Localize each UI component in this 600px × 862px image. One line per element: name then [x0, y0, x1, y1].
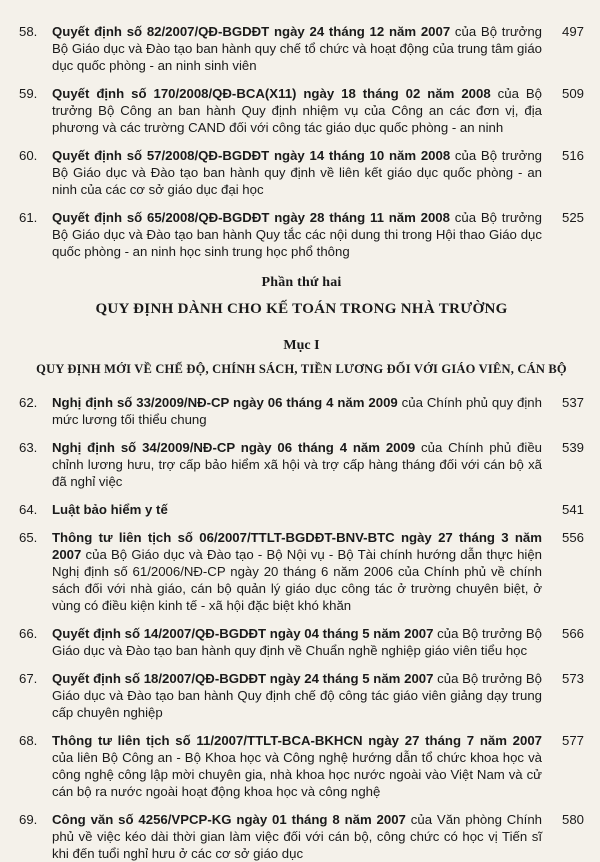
entry-number: 60. — [19, 148, 38, 163]
toc-entry — [19, 394, 584, 428]
entry-description: của Bộ trưởng Bộ Giáo dục và Đào tạo ban hành Quy tắc các nội dung thi trong Hội thao Giáo dục quốc phòng - an ninh học sinh trung học phổ thông — [52, 210, 542, 259]
entry-title: Luật bảo hiểm y tế — [52, 502, 168, 517]
section-heading: QUY ĐỊNH MỚI VỀ CHẾ ĐỘ, CHÍNH SÁCH, TIỀN LƯƠNG ĐỐI VỚI GIÁO VIÊN, CÁN BỘ — [36, 362, 567, 376]
entry-number: 59. — [19, 86, 38, 101]
toc-entry — [19, 23, 584, 74]
entry-text — [52, 501, 552, 518]
entry-number: 58. — [19, 24, 38, 39]
toc-entry — [19, 147, 584, 198]
entry-number: 69. — [19, 812, 38, 827]
entry-number: 67. — [19, 671, 38, 686]
entry-text — [52, 209, 552, 260]
toc-entry — [19, 529, 584, 614]
entry-text — [52, 625, 552, 659]
entry-number: 61. — [19, 210, 38, 225]
entry-description: của liên Bộ Công an - Bộ Khoa học và Công nghệ hướng dẫn tổ chức khoa học và công nghệ công lập mời chuyên gia, nhà khoa học nước ngoài vào Việt Nam và cử cán bộ ra nước ngoài hoạt động khoa học và công nghệ — [52, 750, 542, 799]
entry-page: 541 — [561, 502, 584, 517]
entry-description: của Chính phủ quy định mức lương tối thiểu chung — [52, 395, 542, 427]
entry-description: của Bộ trưởng Bộ Giáo dục và Đào tạo ban hành quy chế tổ chức và hoạt động của trung tâm giáo dục quốc phòng - an ninh sinh viên — [52, 24, 543, 73]
entry-page: 516 — [561, 148, 584, 163]
toc-entry — [19, 85, 584, 136]
entry-title: Quyết định số 170/2008/QĐ-BCA(X11) ngày 18 tháng 02 năm 2008 — [52, 86, 491, 101]
toc-entry — [19, 439, 584, 490]
entry-page: 537 — [561, 395, 584, 410]
entry-title: Quyết định số 14/2007/QĐ-BGDĐT ngày 04 tháng 5 năm 2007 — [52, 626, 434, 641]
entry-description: của Bộ trưởng Bộ Giáo dục và Đào tạo ban hành quy định về Chuẩn nghề nghiệp giáo viên tiểu học — [52, 626, 542, 658]
entry-title: Nghị định số 33/2009/NĐ-CP ngày 06 tháng 4 năm 2009 — [52, 395, 398, 410]
toc-entries-top — [19, 23, 584, 260]
entry-page: 497 — [561, 24, 584, 39]
entry-text — [52, 23, 552, 74]
entry-title: Thông tư liên tịch số 11/2007/TTLT-BCA-BKHCN ngày 27 tháng 7 năm 2007 — [52, 733, 542, 748]
toc-entry — [19, 670, 584, 721]
entry-description: của Bộ trưởng Bộ Công an ban hành Quy định nhiệm vụ của Công an các đơn vị, địa phương và các trường CAND đối với công tác giáo dục quốc phòng - an ninh — [52, 86, 542, 135]
toc-entry — [19, 811, 584, 862]
entry-title: Quyết định số 82/2007/QĐ-BGDĐT ngày 24 tháng 12 năm 2007 — [52, 24, 451, 39]
entry-text — [52, 811, 552, 862]
entry-text — [52, 670, 552, 721]
entry-title: Quyết định số 18/2007/QĐ-BGDĐT ngày 24 tháng 5 năm 2007 — [52, 671, 434, 686]
entry-page: 525 — [561, 210, 584, 225]
entry-number: 64. — [19, 502, 38, 517]
entry-text — [52, 439, 552, 490]
toc-entry — [19, 625, 584, 659]
entry-title: Nghị định số 34/2009/NĐ-CP ngày 06 tháng 4 năm 2009 — [52, 440, 416, 455]
entry-description: của Bộ trưởng Bộ Giáo dục và Đào tạo ban hành quy định về liên kết giáo dục quốc phòng - an ninh của các cơ sở giáo dục đại học — [52, 148, 543, 197]
entry-page: 580 — [561, 812, 584, 827]
section-title: Mục I — [283, 338, 320, 353]
entry-title: Quyết định số 57/2008/QĐ-BGDĐT ngày 14 tháng 10 năm 2008 — [52, 148, 451, 163]
entry-number: 62. — [19, 395, 38, 410]
entry-number: 68. — [19, 733, 38, 748]
entry-number: 65. — [19, 530, 38, 545]
entry-title: Thông tư liên tịch số 06/2007/TTLT-BGDĐT-BNV-BTC ngày 27 tháng 3 năm 2007 — [52, 530, 542, 562]
entry-page: 539 — [561, 440, 584, 455]
toc-entry — [19, 209, 584, 260]
entry-page: 509 — [561, 86, 584, 101]
part-title: Phần thứ hai — [261, 275, 342, 290]
entry-description: của Chính phủ điều chỉnh lương hưu, trợ cấp bảo hiểm xã hội và trợ cấp hàng tháng đối với cán bộ xã đã nghỉ việc — [52, 440, 542, 489]
toc-entry — [19, 501, 584, 518]
entry-page: 573 — [561, 671, 584, 686]
entry-text — [52, 85, 552, 136]
entry-page: 577 — [561, 733, 584, 748]
entry-number: 63. — [19, 440, 38, 455]
entry-text — [52, 147, 552, 198]
part-heading: QUY ĐỊNH DÀNH CHO KẾ TOÁN TRONG NHÀ TRƯỜNG — [95, 301, 508, 317]
entry-description: của Bộ trưởng Bộ Giáo dục và Đào tạo ban hành Quy định chế độ công tác giáo viên giảng dạy trung cấp chuyên nghiệp — [52, 671, 542, 720]
toc-entries-bottom — [19, 394, 584, 862]
entry-title: Quyết định số 65/2008/QĐ-BGDĐT ngày 28 tháng 11 năm 2008 — [52, 210, 450, 225]
entry-text — [52, 529, 552, 614]
entry-description: của Bộ Giáo dục và Đào tạo - Bộ Nội vụ - Bộ Tài chính hướng dẫn thực hiện Nghị định số 61/2006/NĐ-CP ngày 20 tháng 6 năm 2006 của Chính phủ về chính sách đối với nhà giáo, cán bộ quản lý giáo dục công tác ở trường chuyên biệt, ở vùng có điều kiện kinh tế - xã hội đặc biệt khó khăn — [52, 547, 542, 613]
toc-entry — [19, 732, 584, 800]
entry-title: Công văn số 4256/VPCP-KG ngày 01 tháng 8 năm 2007 — [52, 812, 406, 827]
entry-text — [52, 394, 552, 428]
entry-number: 66. — [19, 626, 38, 641]
entry-text — [52, 732, 552, 800]
entry-description: của Văn phòng Chính phủ về việc kéo dài thời gian làm việc đối với cán bộ, công chức có học vị Tiến sĩ khi đến tuổi nghỉ hưu ở các cơ sở giáo dục — [52, 812, 542, 861]
entry-page: 566 — [561, 626, 584, 641]
entry-page: 556 — [561, 530, 584, 545]
